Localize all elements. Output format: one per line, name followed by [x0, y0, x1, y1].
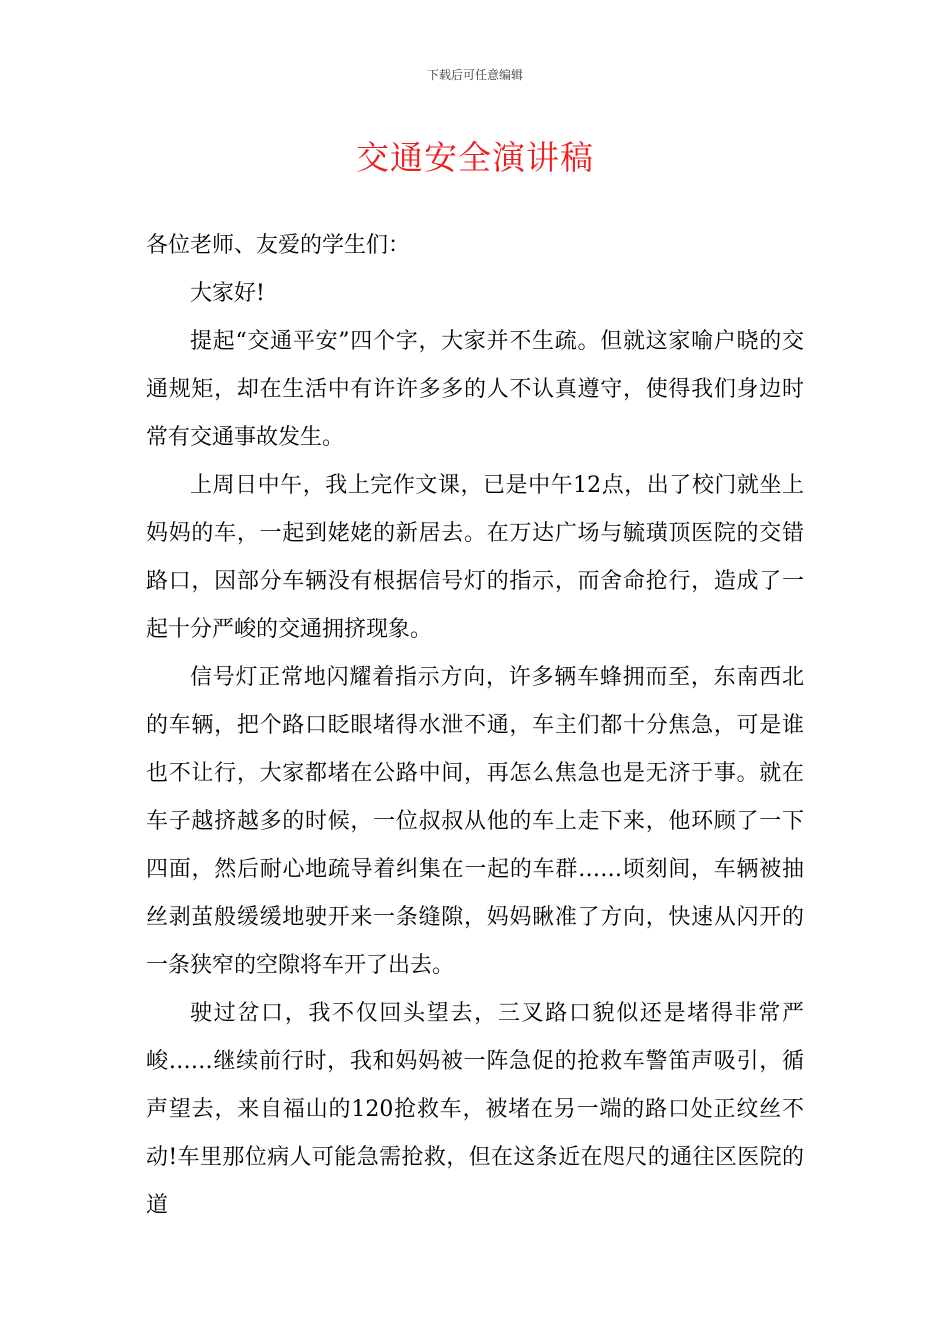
document-title: 交通安全演讲稿 — [356, 138, 594, 177]
paragraph-sunday: 上周日中午，我上完作文课，已是中午12点，出了校门就坐上妈妈的车，一起到姥姥的新居去。在万达广场与毓璜顶医院的交错路口，因部分车辆没有根据信号灯的指示，而舍命抢行，造成了一起十分严峻的交通拥挤现象。 — [146, 473, 804, 642]
paragraph-ambulance: 驶过岔口，我不仅回头望去，三叉路口貌似还是堵得非常严峻……继续前行时，我和妈妈被一阵急促的抢救车警笛声吸引，循声望去，来自福山的120抢救车，被堵在另一端的路口处正纹丝不动!车里那位病人可能急需抢救，但在这条近在咫尺的通往区医院的道 — [146, 1001, 804, 1218]
salutation: 各位老师、友爱的学生们： — [146, 233, 411, 258]
paragraph-greeting: 大家好! — [190, 281, 265, 306]
header-note: 下载后可任意编辑 — [426, 68, 523, 82]
paragraph-intro: 提起“交通平安”四个字，大家并不生疏。但就这家喻户晓的交通规矩，却在生活中有许许多多的人不认真遵守，使得我们身边时常有交通事故发生。 — [146, 329, 804, 450]
paragraph-traffic-jam: 信号灯正常地闪耀着指示方向，许多辆车蜂拥而至，东南西北的车辆，把个路口眨眼堵得水泄不通，车主们都十分焦急，可是谁也不让行，大家都堵在公路中间，再怎么焦急也是无济于事。就在车子越挤越多的时候，一位叔叔从他的车上走下来，他环顾了一下四面，然后耐心地疏导着纠集在一起的车群……顷刻间，车辆被抽丝剥茧般缓缓地驶开来一条缝隙，妈妈瞅准了方向，快速从闪开的一条狭窄的空隙将车开了出去。 — [146, 665, 804, 978]
document-body — [146, 222, 804, 1230]
